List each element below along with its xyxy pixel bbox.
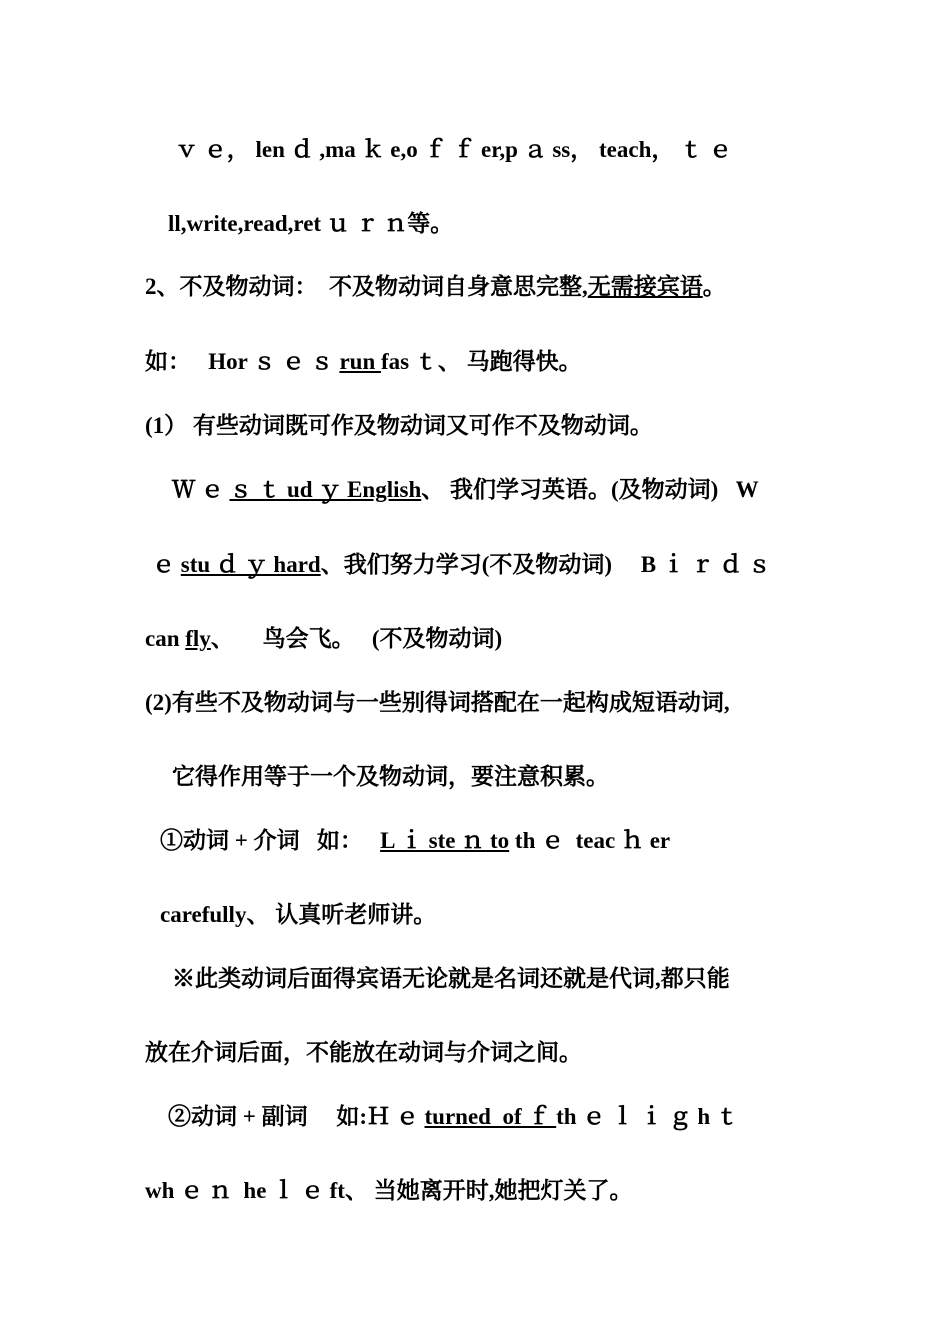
text-line xyxy=(172,964,730,994)
text-segment: ②动词 + 副词 如:Ｈ ｅ xyxy=(168,1104,425,1129)
text-line xyxy=(145,1038,582,1068)
underlined-text: turned of ｆ xyxy=(424,1104,557,1129)
text-segment: (2)有些不及物动词与一些别得词搭配在一起构成短语动词, xyxy=(145,690,730,715)
text-segment: fas ｔ、 马跑得快。 xyxy=(380,349,582,374)
underlined-text: L ｉ ste ｎ to xyxy=(380,828,510,853)
underlined-text: fly xyxy=(185,626,211,651)
text-line xyxy=(168,209,453,239)
text-line xyxy=(172,475,759,505)
text-segment: th ｅ teac ｈ er xyxy=(509,828,671,853)
text-segment: carefully、 认真听老师讲。 xyxy=(160,902,437,927)
text-segment: 它得作用等于一个及物动词，要注意积累。 xyxy=(172,764,609,789)
text-line xyxy=(145,688,730,718)
text-line xyxy=(152,550,771,580)
text-segment: 、我们努力学习(不及物动词) B ｉ ｒ ｄ ｓ xyxy=(320,552,772,577)
text-line xyxy=(145,1176,632,1206)
text-segment: (1） 有些动词既可作及物动词又可作不及物动词。 xyxy=(145,413,653,438)
text-segment: can xyxy=(145,626,186,651)
text-segment: 放在介词后面，不能放在动词与介词之间。 xyxy=(145,1040,582,1065)
text-line xyxy=(175,135,732,165)
text-segment: Ｗ ｅ xyxy=(172,477,230,502)
text-segment: ※此类动词后面得宾语无论就是名词还就是代词,都只能 xyxy=(172,966,730,991)
underlined-text: run xyxy=(339,349,381,374)
text-segment: 如： Hor ｓ ｅ ｓ xyxy=(145,349,340,374)
text-line xyxy=(168,1102,739,1132)
text-segment: wh ｅ ｎ he ｌ ｅ ft、 当她离开时,她把灯关了。 xyxy=(145,1178,633,1203)
text-segment: ｅ xyxy=(152,552,181,577)
text-segment: ｖ ｅ， len ｄ ,ma ｋ e,o ｆ ｆ er,p ａ ss， teach， ｔ ｅ xyxy=(175,137,732,162)
text-line xyxy=(145,411,653,441)
text-line xyxy=(145,624,502,654)
text-line xyxy=(145,347,582,377)
underlined-text: stu ｄ ｙ hard xyxy=(180,552,321,577)
text-segment: 2、不及物动词： 不及物动词自身意思完整, xyxy=(145,274,588,299)
text-line xyxy=(160,826,670,856)
text-segment: th ｅ ｌ ｉ ｇ h ｔ xyxy=(556,1104,739,1129)
text-segment: ①动词 + 介词 如： xyxy=(160,828,381,853)
underlined-text: 无需接宾语 xyxy=(587,274,703,299)
text-line xyxy=(145,272,726,302)
underlined-text: ｓ ｔ ud ｙ English xyxy=(229,477,422,502)
text-segment: 。 xyxy=(702,274,726,299)
text-segment: 、 鸟会飞。 (不及物动词) xyxy=(210,626,503,651)
text-segment: 、 我们学习英语。(及物动词) W xyxy=(421,477,759,502)
text-line xyxy=(172,762,609,792)
text-segment: ll,write,read,ret ｕ ｒ ｎ等。 xyxy=(168,211,454,236)
text-line xyxy=(160,900,436,930)
